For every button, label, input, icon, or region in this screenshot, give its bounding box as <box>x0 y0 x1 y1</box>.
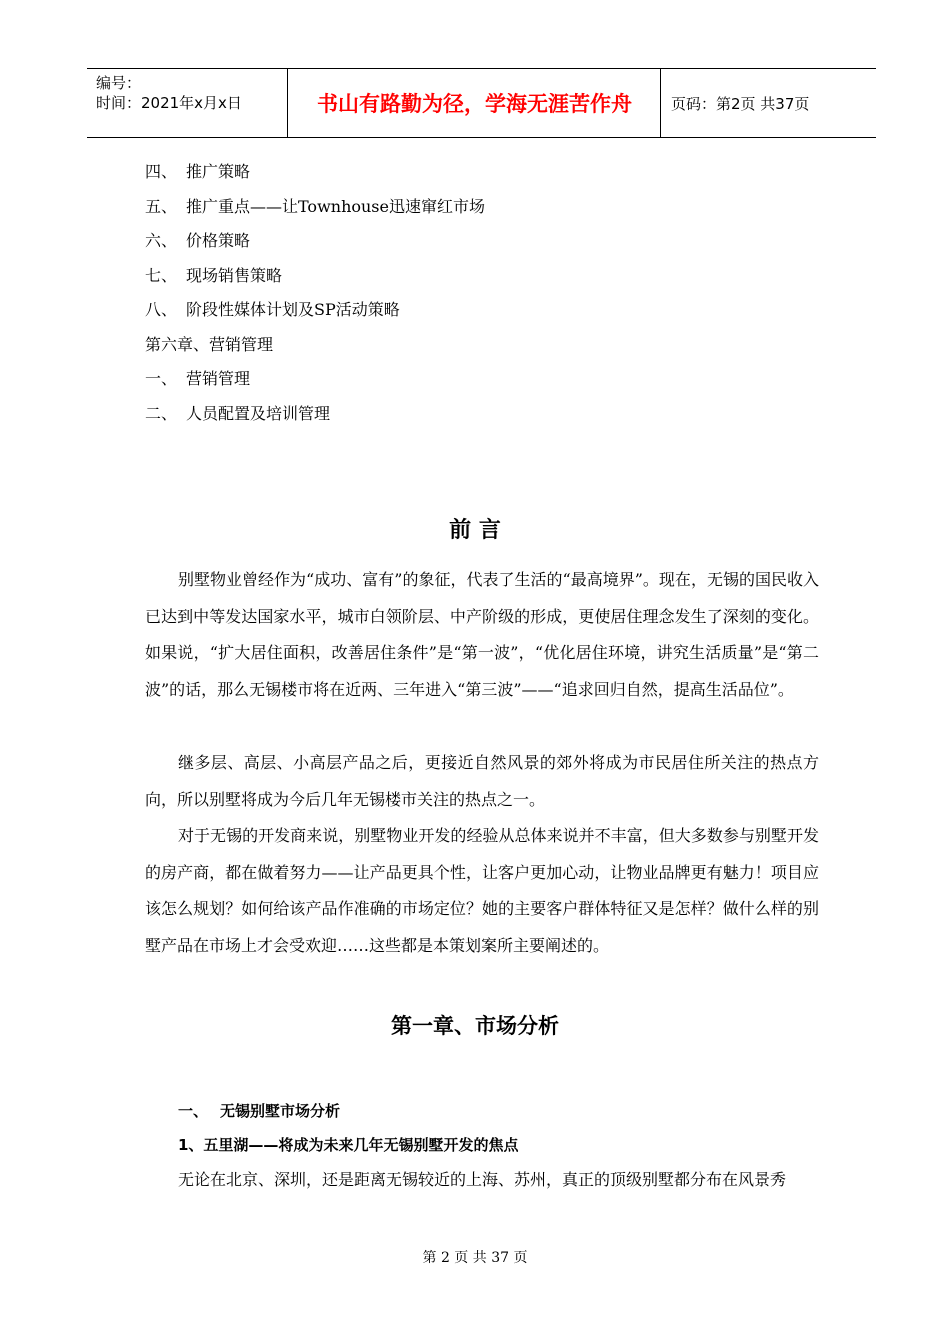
toc-item <box>145 229 485 264</box>
header-motto: 书山有路勤为径，学海无涯苦作舟 <box>317 92 632 116</box>
toc-item-num: 一、 <box>145 369 178 388</box>
section-heading <box>178 1100 340 1121</box>
preface-title: 前 言 <box>449 518 501 543</box>
section-num: 一、 <box>178 1102 209 1120</box>
toc-item <box>145 264 485 299</box>
toc-item-text: 人员配置及培训管理 <box>186 403 331 423</box>
toc-item <box>145 298 485 333</box>
toc-chapter <box>145 333 485 368</box>
toc-item-text: 价格策略 <box>186 231 251 250</box>
chapter-paragraph: 无论在北京、深圳，还是距离无锡较近的上海、苏州，真正的顶级别墅都分布在风景秀 <box>178 1170 787 1189</box>
toc-item-num: 五、 <box>145 196 178 216</box>
section-title: 无锡别墅市场分析 <box>220 1102 341 1120</box>
toc-item-num: 七、 <box>145 265 178 285</box>
toc-item-text: 现场销售策略 <box>186 265 283 285</box>
header-divider <box>660 69 661 137</box>
document-header <box>87 68 876 138</box>
preface-paragraph: 别墅物业曾经作为“成功、富有”的象征，代表了生活的“最高境界”。现在，无锡的国民收入已达到中等发达国家水平，城市白领阶层、中产阶级的形成，更使居住理念发生了深刻的变化。如果说，“扩大居住面积，改善居住条件”是“第一波”，“优化居住环境，讲究生活质量”是“第二波”的话，那么无锡楼市将在近两、三年进入“第三波”——“追求回归自然，提高生活品位”。 <box>145 570 819 699</box>
time-text: 时间：2021年x月x日 <box>96 94 242 112</box>
toc-item-text: 阶段性媒体计划及SP活动策略 <box>186 300 400 319</box>
toc-list <box>145 160 485 436</box>
toc-item-text: 推广重点——让Townhouse迅速窜红市场 <box>186 196 485 216</box>
toc-item-text: 营销管理 <box>186 369 251 388</box>
header-page-info: 页码：第2页 共37页 <box>671 94 810 113</box>
code-label: 编号： <box>96 74 142 92</box>
toc-item <box>145 160 485 195</box>
toc-item <box>145 195 485 230</box>
subsection-heading: 1、五里湖——将成为未来几年无锡别墅开发的焦点 <box>178 1136 519 1154</box>
toc-item-num: 二、 <box>145 403 178 423</box>
toc-item <box>145 367 485 402</box>
toc-item-text: 第六章、营销管理 <box>145 334 274 354</box>
toc-item <box>145 402 485 437</box>
toc-item-num: 六、 <box>145 231 178 250</box>
preface-paragraph: 继多层、高层、小高层产品之后，更接近自然风景的郊外将成为市民居住所关注的热点方向，所以别墅将成为今后几年无锡楼市关注的热点之一。 <box>145 753 819 809</box>
header-meta <box>96 73 242 113</box>
preface-paragraph: 对于无锡的开发商来说，别墅物业开发的经验从总体来说并不丰富，但大多数参与别墅开发的房产商，都在做着努力——让产品更具个性，让客户更加心动，让物业品牌更有魅力！项目应该怎么规划？如何给该产品作准确的市场定位？她的主要客户群体特征又是怎样？做什么样的别墅产品在市场上才会受欢迎……这些都是本策划案所主要阐述的。 <box>145 826 819 955</box>
toc-item-num: 四、 <box>145 162 178 181</box>
page-footer: 第 2 页 共 37 页 <box>422 1250 528 1266</box>
chapter-title: 第一章、市场分析 <box>391 1014 559 1038</box>
toc-item-num: 八、 <box>145 300 178 319</box>
toc-item-text: 推广策略 <box>186 162 251 181</box>
